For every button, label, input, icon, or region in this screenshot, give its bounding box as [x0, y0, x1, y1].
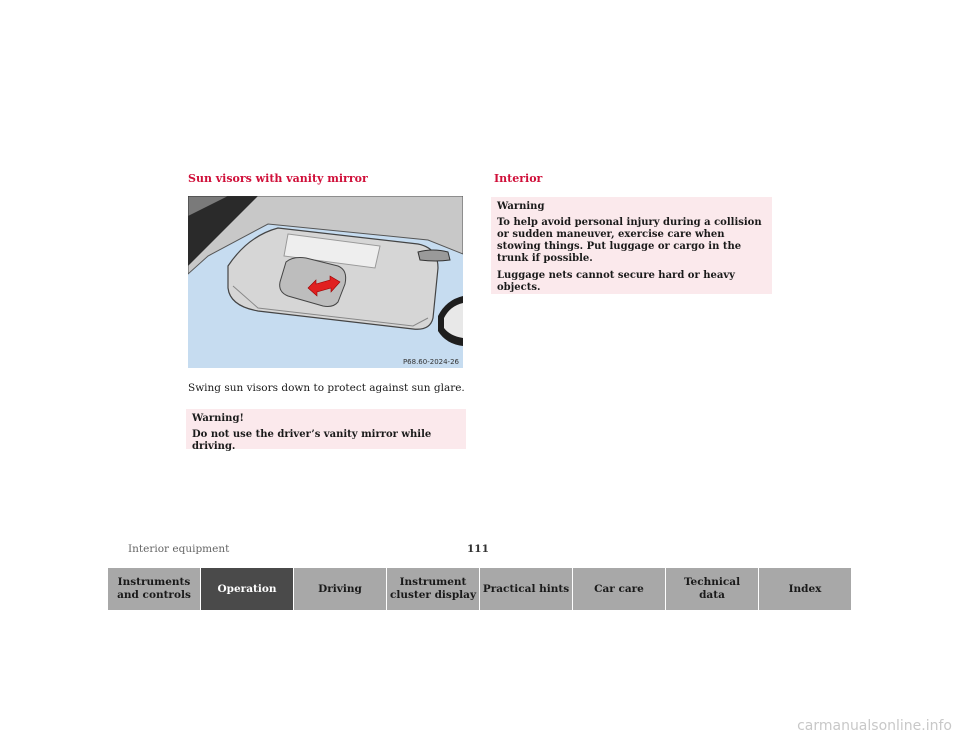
warning-box-vanity-mirror [186, 409, 466, 452]
warning-text-luggage-nets: Luggage nets cannot secure hard or heavy objects. [497, 270, 735, 293]
figure-code: P68.60-2024-26 [402, 358, 459, 366]
section-heading: Sun visors with vanity mirror [188, 172, 368, 185]
warning-title-interior: Warning [497, 201, 545, 212]
sun-visor-illustration [188, 196, 463, 368]
footer-section-title: Interior equipment [128, 543, 230, 555]
tab-car-care[interactable]: Car care [573, 568, 666, 610]
warning-text-stowing: To help avoid personal injury during a collision or sudden maneuver, exercise care when stowing things. Put luggage or cargo in the trunk if possible. [497, 217, 762, 264]
warning-box-interior [491, 197, 772, 294]
section-nav-bar [108, 568, 851, 610]
tab-practical-hints[interactable]: Practical hints [480, 568, 573, 610]
warning-text: Do not use the driver’s vanity mirror while driving. [192, 429, 432, 452]
tab-technical-data[interactable]: Technical data [666, 568, 759, 610]
tab-index[interactable]: Index [759, 568, 851, 610]
warning-title: Warning! [192, 413, 244, 424]
section-heading-interior: Interior [494, 172, 543, 185]
tab-instrument-cluster-display[interactable]: Instrument cluster display [387, 568, 480, 610]
sun-visor-drawing [188, 196, 463, 368]
tab-instruments-and-controls[interactable]: Instruments and controls [108, 568, 201, 610]
tab-operation[interactable]: Operation [201, 568, 294, 610]
tab-driving[interactable]: Driving [294, 568, 387, 610]
page-number: 111 [467, 543, 489, 555]
body-paragraph: Swing sun visors down to protect against sun glare. [188, 382, 465, 394]
watermark: carmanualsonline.info [797, 718, 952, 734]
